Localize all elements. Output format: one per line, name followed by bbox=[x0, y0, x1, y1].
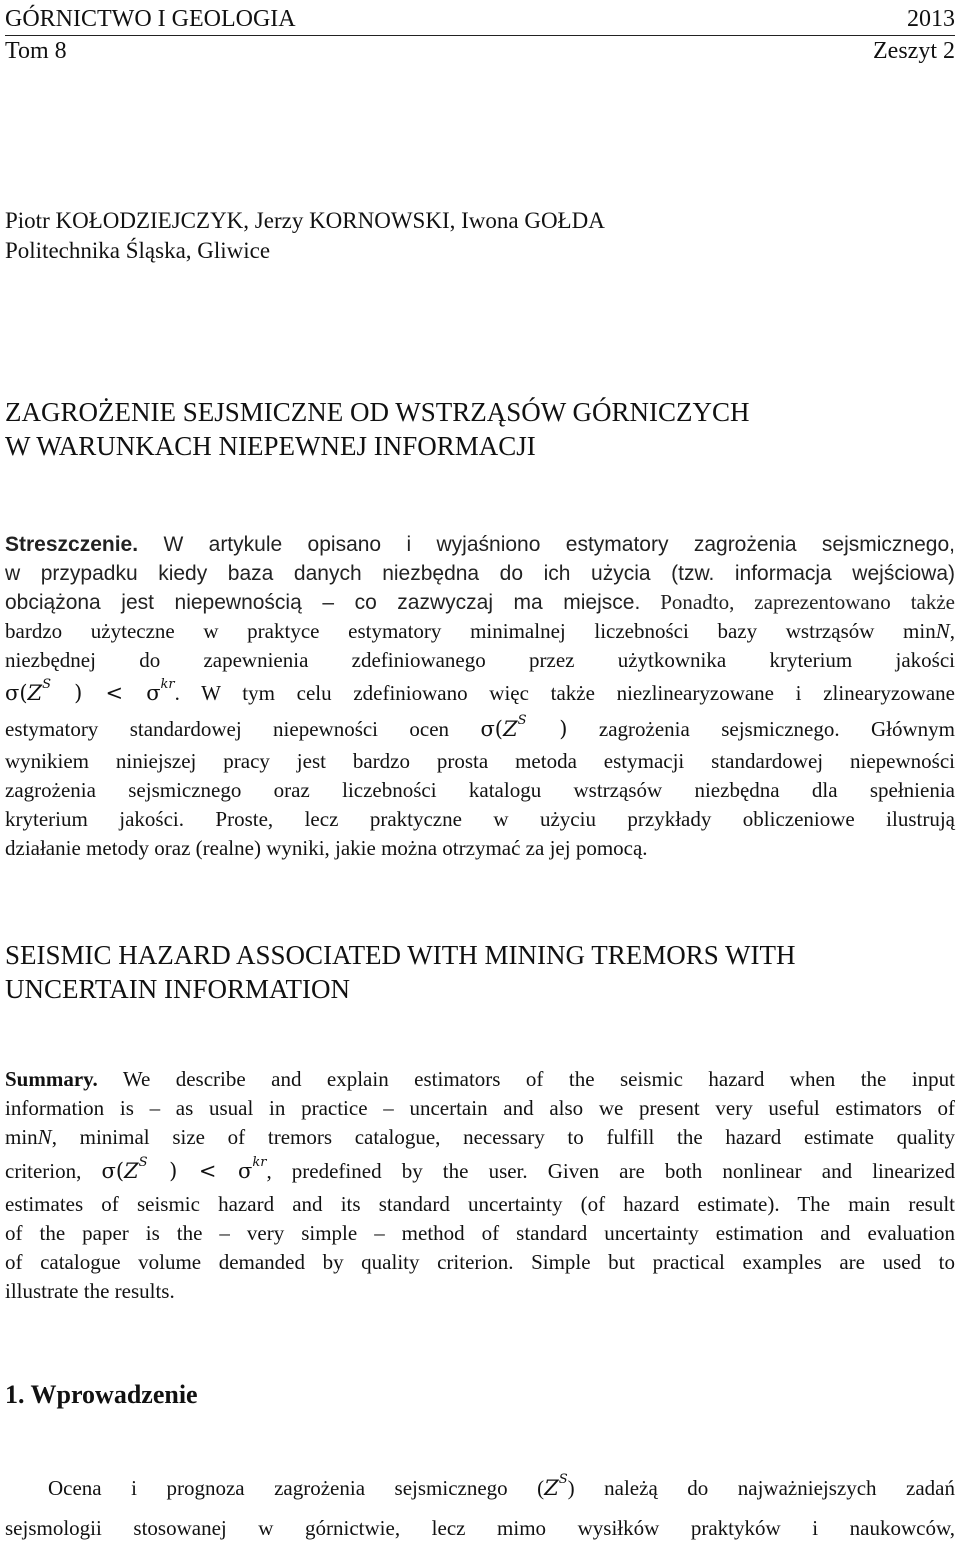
abstract-polish-line-3: obciążona jest niepewnością – co zazwyczaj ma miejsce. Ponadto, zaprezentowano także bbox=[5, 590, 955, 614]
abstract-english-line-5: estimates of seismic hazard and its standard uncertainty (of hazard estimate). The main result bbox=[5, 1192, 955, 1216]
abstract-polish-line-8: wynikiem niniejszej pracy jest bardzo prosta metoda estymacji standardowej niepewności bbox=[5, 749, 955, 773]
title-polish-line-1: ZAGROŻENIE SEJSMICZNE OD WSTRZĄSÓW GÓRNICZYCH bbox=[5, 397, 750, 427]
abstract-english-line-2: information is – as usual in practice – uncertain and also we present very useful estimators of bbox=[5, 1096, 955, 1120]
abstract-english-line-3: minN, minimal size of tremors catalogue, necessary to fulfill the hazard estimate quality bbox=[5, 1125, 955, 1149]
introduction-paragraph bbox=[5, 1468, 955, 1548]
paper-title-english bbox=[5, 938, 945, 1006]
abstract-polish-line-10: kryterium jakości. Proste, lecz praktyczne w użyciu przykłady obliczeniowe ilustrują bbox=[5, 807, 955, 831]
abstract-english-line-6: of the paper is the – very simple – method of standard uncertainty estimation and evaluation bbox=[5, 1221, 955, 1245]
hazard-symbol: $Z^S$ bbox=[544, 1472, 568, 1500]
title-english-line-1: SEISMIC HAZARD ASSOCIATED WITH MINING TREMORS WITH bbox=[5, 940, 796, 970]
journal-header bbox=[5, 3, 955, 36]
quality-criterion-formula-english: $\sigma(Z^S$ ) < $\sigma^{kr}$ bbox=[101, 1155, 267, 1183]
introduction-line-2: sejsmologii stosowanej w górnictwie, lecz mimo wysiłków praktyków i naukowców, bbox=[5, 1516, 955, 1540]
introduction-line-1: Ocena i prognoza zagrożenia sejsmicznego $(Z^S)$ należą do najważniejszych zadań bbox=[48, 1472, 955, 1500]
volume-header bbox=[5, 36, 955, 66]
author-list: Piotr KOŁODZIEJCZYK, Jerzy KORNOWSKI, Iwona GOŁDA bbox=[5, 208, 605, 233]
journal-name: GÓRNICTWO I GEOLOGIA bbox=[5, 6, 296, 32]
abstract-polish-line-2: w przypadku kiedy baza danych niezbędna do ich użycia (tzw. informacja wejściowa) bbox=[5, 562, 955, 585]
abstract-english-line-7: of catalogue volume demanded by quality criterion. Simple but practical examples are used to bbox=[5, 1250, 955, 1274]
author-affiliation: Politechnika Śląska, Gliwice bbox=[5, 238, 271, 263]
quality-criterion-formula: $\sigma(Z^S$ ) < $\sigma^{kr}$ bbox=[5, 677, 175, 705]
abstract-polish-line-7: estymatory standardowej niepewności ocen $\sigma(Z^S$ ) zagrożenia sejsmicznego. Głównym bbox=[5, 713, 955, 741]
section-heading-introduction: 1. Wprowadzenie bbox=[5, 1380, 198, 1409]
abstract-english bbox=[5, 1065, 955, 1306]
abstract-polish-line-11: działanie metody oraz (realne) wyniki, jakie można otrzymać za jej pomocą. bbox=[5, 836, 648, 860]
hazard-uncertainty-formula: $\sigma(Z^S$ ) bbox=[480, 713, 568, 741]
title-english-line-2: UNCERTAIN INFORMATION bbox=[5, 974, 350, 1004]
paper-title-polish bbox=[5, 395, 945, 463]
abstract-polish-label: Streszczenie. bbox=[5, 533, 139, 556]
abstract-english-line-4: criterion, $\sigma(Z^S$ ) < $\sigma^{kr}$, predefined by the user. Given are both nonlinear and linearized bbox=[5, 1155, 955, 1183]
abstract-polish bbox=[5, 530, 955, 617]
abstract-polish-line-6: $\sigma(Z^S$ ) < $\sigma^{kr}$. W tym celu zdefiniowano więc także niezlinearyzowane i zlinearyzowane bbox=[5, 677, 955, 705]
abstract-english-label: Summary. bbox=[5, 1067, 98, 1091]
volume-number: Tom 8 bbox=[5, 38, 67, 64]
title-polish-line-2: W WARUNKACH NIEPEWNEJ INFORMACJI bbox=[5, 431, 536, 461]
abstract-polish-line-5: niezbędnej do zapewnienia zdefiniowanego przez użytkownika kryterium jakości bbox=[5, 648, 955, 672]
journal-year: 2013 bbox=[907, 6, 955, 32]
abstract-polish-line-1: Streszczenie. W artykule opisano i wyjaśniono estymatory zagrożenia sejsmicznego, bbox=[5, 533, 955, 556]
abstract-polish-line-9: zagrożenia sejsmicznego oraz liczebności katalogu wstrząsów niezbędna dla spełnienia bbox=[5, 778, 955, 802]
abstract-polish-line-4: bardzo użyteczne w praktyce estymatory minimalnej liczebności bazy wstrząsów minN, bbox=[5, 619, 955, 643]
issue-number: Zeszyt 2 bbox=[873, 38, 955, 64]
abstract-english-line-1: Summary. We describe and explain estimators of the seismic hazard when the input bbox=[5, 1067, 955, 1091]
abstract-polish-continued bbox=[5, 617, 955, 863]
abstract-english-line-8: illustrate the results. bbox=[5, 1279, 175, 1303]
